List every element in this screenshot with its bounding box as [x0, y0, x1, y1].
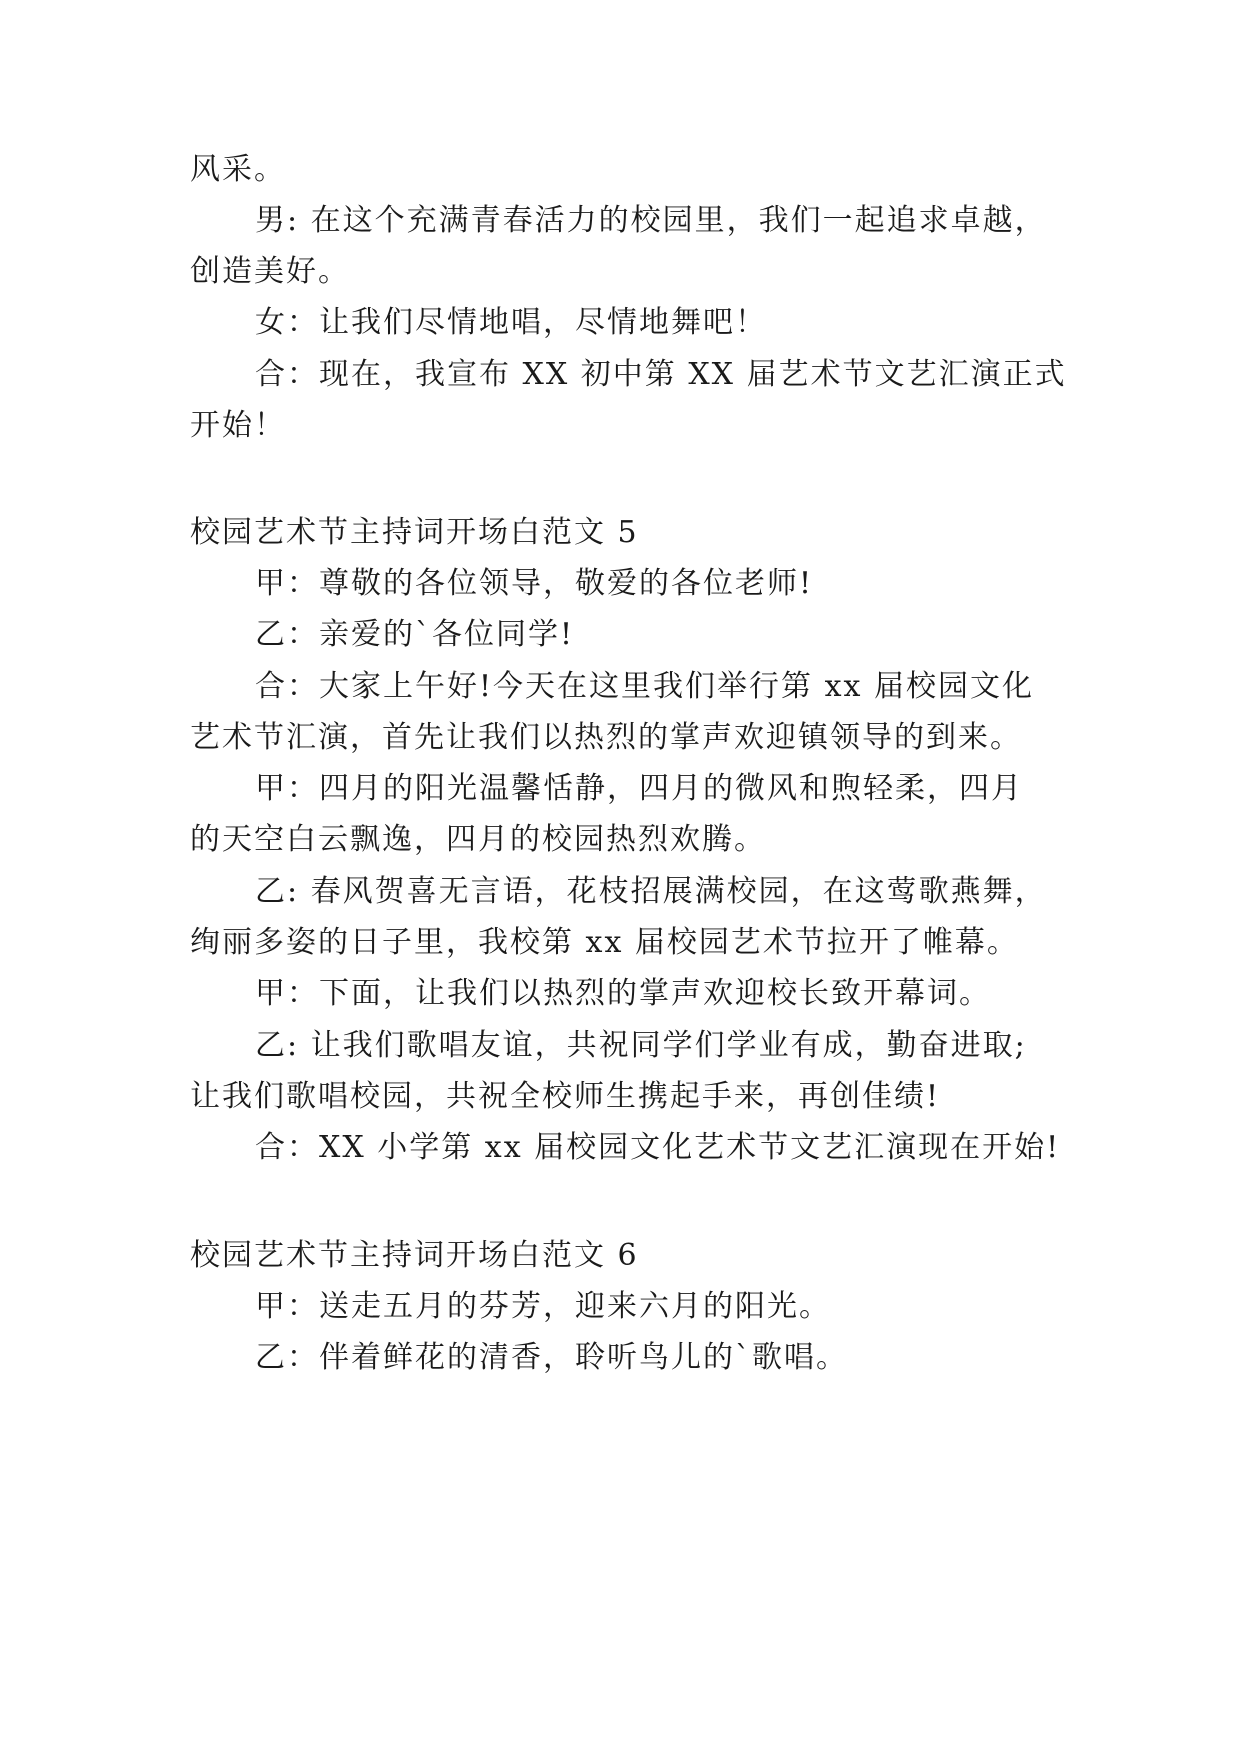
text-line: 甲：四月的阳光温馨恬静，四月的微风和煦轻柔，四月 [255, 771, 1023, 806]
text-line: 合：现在，我宣布 XX 初中第 XX 届艺术节文艺汇演正式 [255, 357, 1067, 392]
text-line: 艺术节汇演，首先让我们以热烈的掌声欢迎镇领导的到来。 [190, 720, 1022, 755]
text-line: 乙：亲爱的`各位同学! [255, 617, 575, 652]
text-line: 绚丽多姿的日子里，我校第 xx 届校园艺术节拉开了帷幕。 [190, 925, 1019, 960]
text-line: 合：XX 小学第 xx 届校园文化艺术节文艺汇演现在开始! [255, 1130, 1061, 1165]
text-line: 乙: 春风贺喜无言语，花枝招展满校园，在这莺歌燕舞， [255, 874, 1047, 909]
section-heading: 校园艺术节主持词开场白范文 5 [190, 515, 639, 550]
text-line: 让我们歌唱校园，共祝全校师生携起手来，再创佳绩! [190, 1079, 941, 1114]
text-line: 乙: 让我们歌唱友谊，共祝同学们学业有成，勤奋进取; [255, 1028, 1027, 1063]
section-heading: 校园艺术节主持词开场白范文 6 [190, 1238, 639, 1273]
text-line: 甲：送走五月的芬芳，迎来六月的阳光。 [255, 1289, 831, 1324]
text-line: 创造美好。 [190, 254, 350, 289]
text-line: 风采。 [190, 152, 286, 187]
text-line: 乙：伴着鲜花的清香，聆听鸟儿的`歌唱。 [255, 1340, 848, 1375]
text-line: 开始！ [190, 408, 286, 443]
text-line: 男: 在这个充满青春活力的校园里，我们一起追求卓越， [255, 203, 1047, 238]
text-line: 甲：下面，让我们以热烈的掌声欢迎校长致开幕词。 [255, 976, 991, 1011]
text-line: 合：大家上午好!今天在这里我们举行第 xx 届校园文化 [255, 669, 1034, 704]
text-line: 女：让我们尽情地唱，尽情地舞吧！ [255, 305, 767, 340]
text-line: 甲：尊敬的各位领导，敬爱的各位老师! [255, 566, 814, 601]
text-line: 的天空白云飘逸，四月的校园热烈欢腾。 [190, 822, 766, 857]
